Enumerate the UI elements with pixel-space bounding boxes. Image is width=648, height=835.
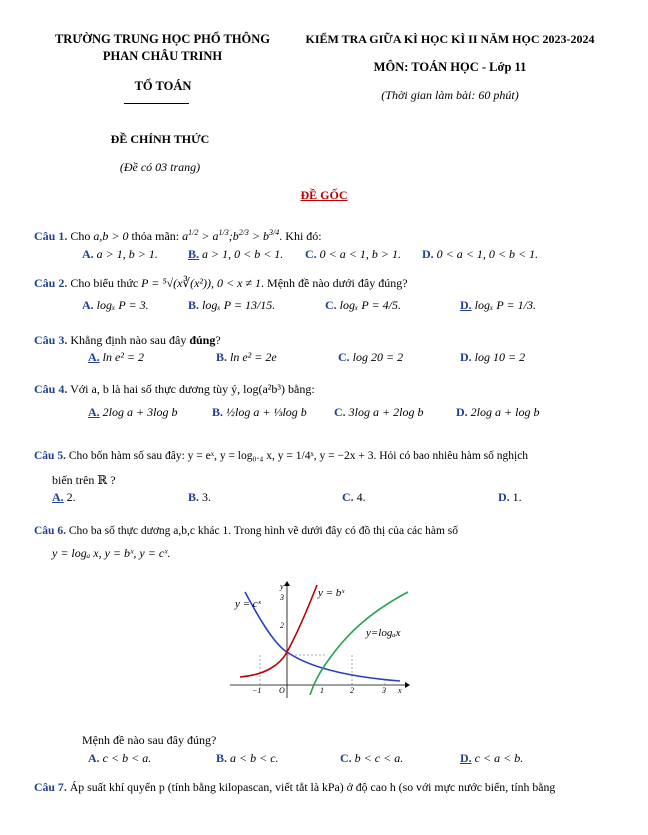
option-text: 0 < a < 1, b > 1. (319, 247, 401, 261)
question-label: Câu 3. (34, 333, 68, 347)
question-5 (34, 450, 528, 462)
option-5d[interactable] (498, 490, 522, 505)
option-label: C. (305, 247, 317, 261)
question-label: Câu 2. (34, 276, 68, 290)
option-text: logₓ P = 13/15. (202, 298, 276, 312)
option-text: 4. (356, 490, 366, 504)
option-1d[interactable] (422, 247, 538, 262)
option-text: ½log a + ⅓log b (226, 405, 307, 419)
option-text: 1. (512, 490, 522, 504)
question-6 (34, 525, 458, 537)
option-text: a > 1, 0 < b < 1. (202, 247, 284, 261)
official-label: ĐỀ CHÍNH THỨC (110, 132, 210, 146)
option-text: 2log a + 3log b (102, 405, 178, 419)
tick-label-origin: O (279, 686, 285, 695)
option-label: C. (334, 405, 346, 419)
option-3d[interactable] (460, 350, 525, 365)
option-5a[interactable] (52, 490, 76, 505)
option-1b[interactable] (188, 247, 283, 262)
option-text: 3. (202, 490, 212, 504)
option-label: D. (498, 490, 510, 504)
option-label: A. (82, 298, 94, 312)
y-axis-arrow (284, 581, 290, 586)
option-label: C. (342, 490, 354, 504)
question-stem-math: a,b > 0 (93, 229, 129, 243)
exam-time: (Thời gian làm bài: 60 phút) (381, 88, 519, 102)
question-stem: . Mệnh đề nào dưới đây đúng? (261, 276, 408, 290)
option-5b[interactable] (188, 490, 211, 505)
option-label: B. (212, 405, 224, 419)
question-label: Câu 5. (34, 450, 66, 462)
option-label: C. (340, 751, 352, 765)
tick-label-x: −1 (252, 686, 262, 695)
label-c-curve: y = cˣ (235, 598, 261, 610)
option-text: ln e² = 2 (102, 350, 145, 364)
option-6b[interactable] (216, 751, 279, 766)
question-stem: Áp suất khí quyển p (tính bằng kilopascan, viết tắt là kPa) ở độ cao h (so với mực nước biển, tính bằng (69, 780, 556, 794)
option-text: 2log a + log b (470, 405, 540, 419)
option-4b[interactable] (212, 405, 307, 420)
option-text: 2. (66, 490, 76, 504)
x-axis-arrow (405, 682, 410, 688)
option-label: B. (188, 298, 200, 312)
option-6c[interactable] (340, 751, 403, 766)
option-4a[interactable] (88, 405, 177, 420)
option-text: 0 < a < 1, 0 < b < 1. (436, 247, 539, 261)
option-label: B. (216, 751, 228, 765)
option-3a[interactable] (88, 350, 144, 365)
question-formula: P = ⁵√(x∛(x²)), 0 < x ≠ 1 (141, 276, 262, 290)
option-text: log 10 = 2 (474, 350, 526, 364)
tick-label-x: 2 (350, 686, 354, 695)
question-4 (34, 382, 315, 397)
option-label: A. (88, 350, 100, 364)
option-2b[interactable] (188, 298, 275, 313)
question-stem: Khẳng định nào sau đây (70, 333, 187, 347)
question-label: Câu 7. (34, 780, 67, 794)
tick-label-x: 1 (320, 686, 324, 695)
option-label: C. (325, 298, 337, 312)
label-log-curve: y=logₐx (366, 627, 401, 639)
option-text: logₓ P = 1/3. (474, 298, 536, 312)
option-2a[interactable] (82, 298, 149, 313)
question-1 (34, 228, 322, 244)
option-6a[interactable] (88, 751, 151, 766)
option-2c[interactable] (325, 298, 401, 313)
option-label: D. (460, 751, 472, 765)
option-text: c < a < b. (474, 751, 524, 765)
option-1a[interactable] (82, 247, 158, 262)
school-name-line2: PHAN CHÂU TRINH (102, 49, 223, 63)
tick-label-x: 3 (382, 686, 386, 695)
question-stem-part: . Khi đó: (279, 229, 322, 243)
department: TỔ TOÁN (134, 79, 192, 93)
option-5c[interactable] (342, 490, 366, 505)
option-3b[interactable] (216, 350, 277, 365)
exam-version: ĐỀ GỐC (300, 188, 348, 202)
question-stem: Với a, b là hai số thực dương tùy ý, log(a²b³) bằng: (70, 382, 315, 396)
inequality-a: $a^{1/2}$ > $a^{1/3};b^{2/3} > b^{3/4}$ (182, 228, 280, 243)
option-label: B. (216, 350, 228, 364)
option-label: C. (338, 350, 350, 364)
question-stem: Cho bốn hàm số sau đây: y = eˣ, y = log₀.₄ x, y = 1/4ˣ, y = −2x + 3. Hỏi có bao nhiêu hàm số nghịch (68, 450, 529, 462)
exam-title: KIỂM TRA GIỮA KÌ HỌC KÌ II NĂM HỌC 2023-2024 (305, 32, 595, 46)
question-3 (34, 333, 221, 348)
option-2d[interactable] (460, 298, 536, 313)
option-text: log 20 = 2 (352, 350, 404, 364)
header-divider (124, 103, 189, 104)
option-text: a > 1, b > 1. (96, 247, 158, 261)
option-4c[interactable] (334, 405, 423, 420)
option-label: D. (456, 405, 468, 419)
option-label: D. (460, 350, 472, 364)
option-label: B. (188, 490, 200, 504)
function-graph (230, 580, 420, 700)
school-name-line1: TRƯỜNG TRUNG HỌC PHỔ THÔNG (54, 32, 271, 46)
option-label: A. (52, 490, 64, 504)
option-1c[interactable] (305, 247, 401, 262)
option-6d[interactable] (460, 751, 523, 766)
option-label: A. (88, 405, 100, 419)
option-label: A. (82, 247, 94, 261)
option-label: D. (422, 247, 434, 261)
tick-label-y: 3 (280, 593, 284, 602)
question-label: Câu 1. (34, 229, 68, 243)
option-text: logₓ P = 3. (96, 298, 149, 312)
option-label: D. (460, 298, 472, 312)
option-text: b < c < a. (354, 751, 404, 765)
axis-name-x: x (398, 686, 402, 695)
question-stem: ? (215, 333, 221, 347)
option-text: 3log a + 2log b (348, 405, 424, 419)
question-stem-part: Cho (70, 229, 94, 243)
question-label: Câu 6. (34, 525, 66, 537)
axis-name-y: y (280, 582, 284, 591)
option-4d[interactable] (456, 405, 539, 420)
option-text: c < b < a. (102, 751, 152, 765)
option-label: A. (88, 751, 100, 765)
option-label: B. (188, 247, 200, 261)
option-3c[interactable] (338, 350, 403, 365)
label-b-curve: y = bˣ (318, 587, 345, 599)
option-text: a < b < c. (230, 751, 279, 765)
question-stem-emphasis: đúng (189, 333, 216, 347)
question-6-prompt: Mệnh đề nào sau đây đúng? (82, 733, 217, 747)
question-2 (34, 276, 408, 291)
subject: MÔN: TOÁN HỌC - Lớp 11 (373, 60, 527, 74)
curve-logarithm (310, 592, 408, 695)
question-5-line2: biến trên ℝ ? (52, 473, 116, 487)
page-count: (Đề có 03 trang) (119, 160, 201, 174)
question-6-line2: y = logₐ x, y = bˣ, y = cˣ. (52, 546, 171, 560)
option-text: ln e² = 2e (230, 350, 277, 364)
question-stem-part: thỏa mãn: (128, 229, 183, 243)
question-stem: Cho ba số thực dương a,b,c khác 1. Trong hình vẽ dưới đây có đồ thị của các hàm số (68, 525, 459, 537)
option-text: logₓ P = 4/5. (339, 298, 401, 312)
question-stem: Cho biểu thức (70, 276, 139, 290)
tick-label-y: 2 (280, 621, 284, 630)
question-7 (34, 780, 555, 795)
question-label: Câu 4. (34, 382, 68, 396)
